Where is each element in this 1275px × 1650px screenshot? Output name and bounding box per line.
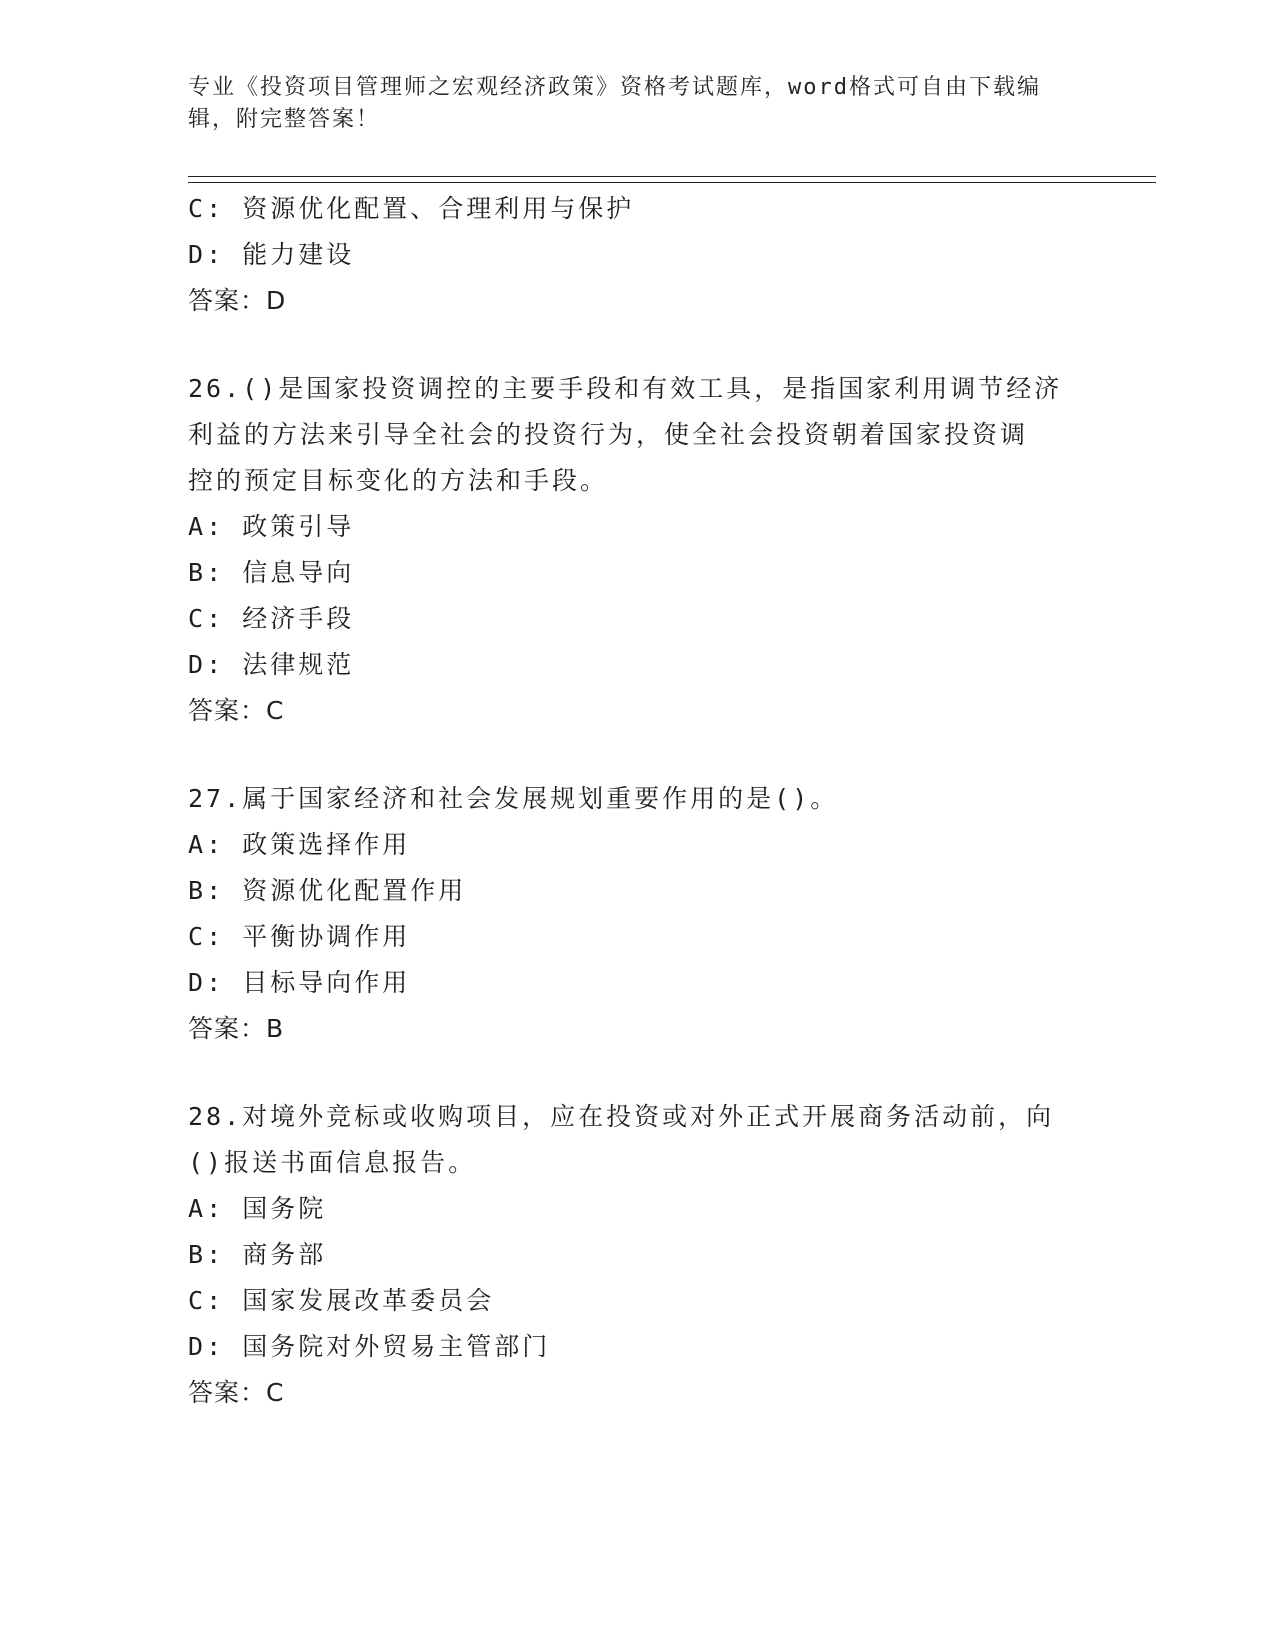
option-text: 能力建设 [242,240,355,269]
option-label: A [188,1194,207,1223]
option-label: D [188,240,207,269]
option-label: C [188,194,207,223]
option-text: 国家发展改革委员会 [242,1286,495,1315]
option-label: C [188,1286,207,1315]
option-label: D [188,650,207,679]
option-line [188,504,1088,550]
answer-line [188,278,1088,324]
option-text: 信息导向 [242,558,355,587]
option-label: A [188,830,207,859]
answer-label: 答案： [188,1014,267,1043]
option-line [188,1324,1088,1370]
document-header: 专业《投资项目管理师之宏观经济政策》资格考试题库，word格式可自由下载编辑，附完整答案！ [188,75,1041,132]
option-text: 政策选择作用 [242,830,411,859]
answer-line [188,1006,1088,1052]
option-label: C [188,922,207,951]
option-line [188,1232,1088,1278]
question-text-line: ()报送书面信息报告。 [188,1148,477,1177]
option-separator: : [206,1240,225,1269]
question-text-line: 27.属于国家经济和社会发展规划重要作用的是()。 [188,784,839,813]
option-line [188,960,1088,1006]
answer-line [188,688,1088,734]
option-separator: : [206,240,225,269]
answer-value: C [266,696,285,725]
option-line [188,550,1088,596]
answer-label: 答案： [188,696,267,725]
option-label: D [188,1332,207,1361]
answer-value: C [266,1378,285,1407]
option-text: 商务部 [242,1240,327,1269]
option-line [188,868,1088,914]
option-separator: : [206,650,225,679]
header-rule-bottom [188,182,1156,183]
carryover-block [188,186,1088,324]
option-text: 资源优化配置作用 [242,876,467,905]
option-text: 国务院对外贸易主管部门 [242,1332,551,1361]
option-separator: : [206,1194,225,1223]
option-separator: : [206,512,225,541]
option-line [188,1186,1088,1232]
option-separator: : [206,558,225,587]
header-rule-top [188,176,1156,177]
option-line [188,822,1088,868]
question-content [188,186,1088,1416]
question-text-line: 利益的方法来引导全社会的投资行为，使全社会投资朝着国家投资调 [188,420,1029,449]
option-label: B [188,1240,207,1269]
option-line [188,1278,1088,1324]
spacer [188,324,1088,366]
option-text: 经济手段 [242,604,355,633]
spacer [188,734,1088,776]
option-label: A [188,512,207,541]
option-line [188,914,1088,960]
option-text: 平衡协调作用 [242,922,411,951]
option-text: 目标导向作用 [242,968,411,997]
option-line [188,642,1088,688]
question-text-line: 28.对境外竞标或收购项目，应在投资或对外正式开展商务活动前，向 [188,1102,1055,1131]
question-block [188,366,1088,734]
answer-label: 答案： [188,1378,267,1407]
spacer [188,1052,1088,1094]
option-separator: : [206,922,225,951]
option-separator: : [206,194,225,223]
option-line [188,186,1088,232]
option-separator: : [206,1286,225,1315]
option-separator: : [206,830,225,859]
question-block [188,776,1088,1052]
option-text: 法律规范 [242,650,355,679]
option-label: C [188,604,207,633]
option-separator: : [206,968,225,997]
option-label: B [188,558,207,587]
question-text-line: 26.()是国家投资调控的主要手段和有效工具，是指国家利用调节经济 [188,374,1063,403]
option-separator: : [206,604,225,633]
answer-label: 答案： [188,286,267,315]
option-label: D [188,968,207,997]
answer-line [188,1370,1088,1416]
option-line [188,232,1088,278]
option-separator: : [206,876,225,905]
option-separator: : [206,1332,225,1361]
question-block [188,1094,1088,1416]
option-text: 资源优化配置、合理利用与保护 [242,194,635,223]
answer-value: B [266,1014,285,1043]
option-text: 政策引导 [242,512,355,541]
option-label: B [188,876,207,905]
option-text: 国务院 [242,1194,327,1223]
question-text-line: 控的预定目标变化的方法和手段。 [188,466,609,495]
answer-value: D [266,286,287,315]
option-line [188,596,1088,642]
